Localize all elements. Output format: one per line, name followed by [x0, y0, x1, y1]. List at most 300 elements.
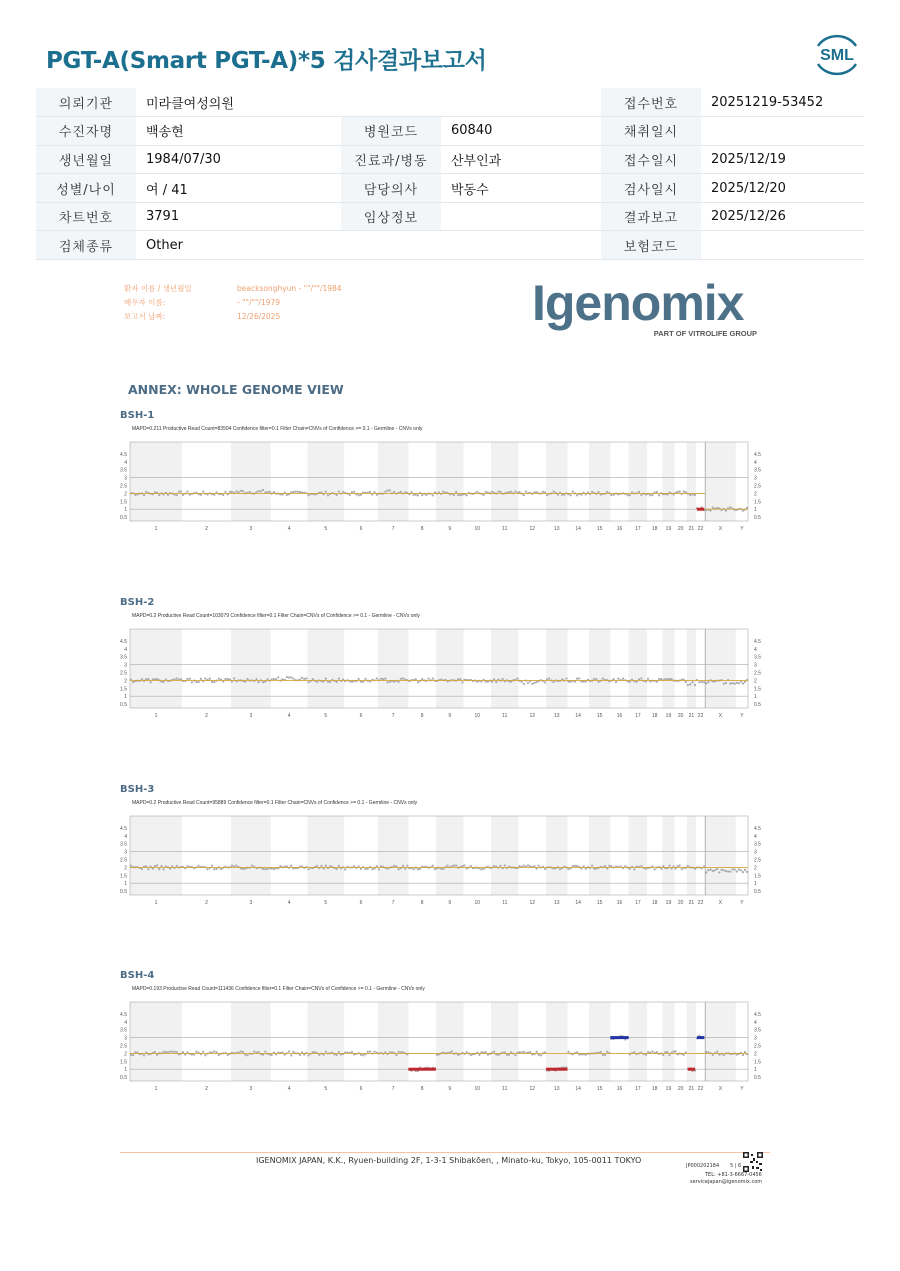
info-label: 담당의사	[341, 174, 441, 203]
data-point	[734, 683, 736, 685]
data-point	[736, 682, 738, 684]
data-point	[502, 678, 504, 680]
data-point	[173, 1051, 175, 1053]
data-point	[200, 494, 202, 496]
y-tick-label-right: 2	[754, 678, 757, 685]
data-point	[455, 864, 457, 866]
sample-label: BSH-4	[120, 970, 155, 981]
x-tick-label: 11	[502, 1086, 508, 1092]
x-tick-label: 15	[596, 1086, 603, 1092]
data-point	[705, 682, 707, 684]
y-tick-label-right: 1	[754, 507, 757, 514]
data-point	[602, 1054, 604, 1056]
data-point	[413, 868, 415, 870]
data-point	[645, 868, 647, 870]
data-point	[224, 491, 226, 493]
data-point	[432, 677, 434, 679]
data-point	[729, 506, 731, 508]
data-point	[606, 491, 608, 493]
x-tick-label: 22	[697, 1086, 704, 1092]
data-point	[290, 1054, 292, 1056]
y-tick-label: 0.5	[120, 889, 127, 896]
x-tick-label: 13	[554, 900, 560, 906]
data-point	[725, 510, 727, 512]
data-point	[373, 1051, 375, 1053]
data-point	[497, 1054, 499, 1056]
x-tick-label: 1	[154, 900, 158, 906]
y-tick-label: 3.5	[120, 841, 127, 848]
data-point	[362, 681, 364, 683]
data-point	[746, 871, 748, 873]
data-point	[518, 865, 520, 867]
y-tick-label: 1.5	[120, 686, 127, 693]
data-point	[514, 1054, 516, 1056]
data-point	[567, 681, 569, 683]
data-point	[149, 681, 151, 683]
data-point	[617, 678, 619, 680]
footer-divider	[120, 1152, 770, 1153]
data-point	[731, 682, 733, 684]
x-tick-label: 14	[575, 713, 581, 719]
data-point	[156, 1054, 158, 1056]
x-tick-label: 17	[635, 1086, 641, 1092]
data-point	[436, 1054, 438, 1056]
data-point	[701, 681, 703, 683]
x-tick-label: Y	[740, 1086, 744, 1092]
data-point	[705, 871, 707, 873]
info-value: Other	[136, 231, 341, 260]
data-point	[658, 678, 660, 680]
data-point	[244, 681, 246, 683]
y-tick-label: 4.5	[120, 825, 127, 832]
x-tick-label: 17	[635, 526, 641, 532]
data-point	[266, 491, 268, 493]
data-point	[640, 865, 642, 867]
y-tick-label-right: 4	[754, 646, 757, 653]
sml-logo	[810, 30, 864, 78]
cnv-call-loss	[408, 1068, 436, 1071]
data-point	[163, 1051, 165, 1053]
plot-subtitle: MAPD=0.2 Productive Read Count=95889 Confidence filter=0.1 Filter Chain=CNVs of Confidence >= 0.1 - Germline - CNVs only	[132, 800, 418, 806]
x-tick-label: 20	[677, 900, 684, 906]
data-point	[145, 491, 147, 493]
data-point	[266, 868, 268, 870]
y-tick-label: 1	[124, 694, 127, 701]
x-tick-label: 3	[249, 900, 253, 906]
data-point	[264, 1051, 266, 1053]
data-point	[299, 491, 301, 493]
data-point	[662, 865, 664, 867]
data-point	[251, 864, 253, 866]
data-point	[725, 682, 727, 684]
y-tick-label: 0.5	[120, 1075, 127, 1082]
data-point	[158, 494, 160, 496]
y-tick-label-right: 3	[754, 849, 757, 856]
cnv-call-gain	[697, 1036, 704, 1039]
info-row	[36, 88, 864, 117]
genome-plot	[118, 420, 768, 540]
data-point	[160, 865, 162, 867]
data-point	[167, 494, 169, 496]
data-point	[602, 678, 604, 680]
info-label: 생년월일	[36, 145, 136, 174]
footer-doc-code: JP000202184	[686, 1163, 720, 1169]
data-point	[627, 494, 629, 496]
x-tick-label: 8	[420, 1086, 424, 1092]
data-point	[222, 494, 224, 496]
data-point	[499, 491, 501, 493]
x-tick-label: 7	[391, 1086, 395, 1092]
y-tick-label: 1.5	[120, 1059, 127, 1066]
info-label: 채취일시	[601, 117, 701, 146]
data-point	[705, 1051, 707, 1053]
data-point	[402, 865, 404, 867]
data-point	[186, 491, 188, 493]
footer-address: IGENOMIX JAPAN, K.K., Ryuen-building 2F, 1-3-1 Shibakōen, , Minato-ku, Tokyo, 105-0011 TOKYO	[256, 1156, 642, 1165]
igenomix-logo-text: Igenomix	[532, 278, 744, 331]
data-point	[561, 494, 563, 496]
plot-subtitle: MAPD=0.2 Productive Read Count=103079 Confidence filter=0.1 Filter Chain=CNVs of Confidence >= 0.1 - Germline - CNVs only	[132, 613, 420, 619]
x-tick-label: 15	[596, 526, 603, 532]
data-point	[689, 683, 691, 685]
data-point	[233, 677, 235, 679]
data-point	[466, 494, 468, 496]
x-tick-label: 11	[502, 713, 508, 719]
info-value: 2025/12/20	[701, 174, 864, 203]
y-tick-label-right: 0.5	[754, 889, 761, 896]
data-point	[478, 1054, 480, 1056]
info-label: 결과보고	[601, 202, 701, 231]
data-point	[338, 678, 340, 680]
data-point	[325, 678, 327, 680]
data-point	[229, 491, 231, 493]
y-tick-label-right: 1	[754, 694, 757, 701]
data-point	[660, 868, 662, 870]
x-tick-label: 17	[635, 900, 641, 906]
data-point	[213, 868, 215, 870]
data-point	[508, 1054, 510, 1056]
data-point	[504, 864, 506, 866]
data-point	[163, 681, 165, 683]
x-tick-label: 1	[154, 526, 158, 532]
data-point	[218, 678, 220, 680]
data-point	[608, 865, 610, 867]
igenomix-tagline: PART OF VITROLIFE GROUP	[653, 329, 757, 338]
data-point	[672, 1050, 674, 1052]
data-point	[253, 1050, 255, 1052]
data-point	[242, 490, 244, 492]
y-tick-label-right: 3.5	[754, 467, 761, 474]
y-tick-label: 0.5	[120, 515, 127, 522]
data-point	[622, 678, 624, 680]
info-label: 병원코드	[341, 117, 441, 146]
data-point	[687, 684, 689, 686]
data-point	[198, 865, 200, 867]
data-point	[358, 678, 360, 680]
data-point	[173, 494, 175, 496]
x-tick-label: 6	[359, 526, 363, 532]
data-point	[656, 681, 658, 683]
data-point	[544, 681, 546, 683]
data-point	[742, 682, 744, 684]
data-point	[681, 868, 683, 870]
data-point	[384, 491, 386, 493]
report-date-value: 12/26/2025	[237, 312, 281, 321]
data-point	[246, 678, 248, 680]
data-point	[258, 490, 260, 492]
report-title: PGT-A(Smart PGT-A)*5 검사결과보고서	[46, 48, 487, 74]
patient-value: beacksonghyun - ""/""/1984	[237, 284, 342, 293]
data-point	[506, 1054, 508, 1056]
data-point	[316, 865, 318, 867]
data-point	[455, 491, 457, 493]
data-point	[227, 1054, 229, 1056]
data-point	[683, 1054, 685, 1056]
data-point	[459, 678, 461, 680]
data-point	[633, 868, 635, 870]
data-point	[360, 681, 362, 683]
data-point	[132, 1054, 134, 1056]
y-tick-label-right: 3	[754, 1035, 757, 1042]
data-point	[736, 870, 738, 872]
data-point	[158, 868, 160, 870]
data-point	[242, 1051, 244, 1053]
data-point	[591, 491, 593, 493]
data-point	[336, 681, 338, 683]
data-point	[709, 509, 711, 511]
data-point	[373, 491, 375, 493]
data-point	[629, 681, 631, 683]
sample-label: BSH-1	[120, 410, 155, 421]
data-point	[273, 491, 275, 493]
data-point	[689, 494, 691, 496]
data-point	[729, 871, 731, 873]
data-point	[600, 1051, 602, 1053]
y-tick-label-right: 2	[754, 1051, 757, 1058]
data-point	[742, 871, 744, 873]
data-point	[453, 494, 455, 496]
data-point	[156, 678, 158, 680]
info-value: 3791	[136, 202, 341, 231]
data-point	[523, 683, 525, 685]
x-tick-label: 12	[529, 526, 536, 532]
data-point	[610, 865, 612, 867]
data-point	[591, 864, 593, 866]
x-tick-label: 4	[287, 713, 291, 719]
x-tick-label: 3	[249, 526, 253, 532]
data-point	[729, 683, 731, 685]
data-point	[709, 869, 711, 871]
data-point	[542, 491, 544, 493]
data-point	[389, 489, 391, 491]
data-point	[485, 491, 487, 493]
info-value: 1984/07/30	[136, 145, 341, 174]
y-tick-label-right: 0.5	[754, 515, 761, 522]
sample-label: BSH-2	[120, 597, 155, 608]
data-point	[273, 868, 275, 870]
y-tick-label-right: 1	[754, 1067, 757, 1074]
data-point	[647, 678, 649, 680]
data-point	[523, 1051, 525, 1053]
y-tick-label-right: 4.5	[754, 825, 761, 832]
data-point	[685, 681, 687, 683]
data-point	[316, 681, 318, 683]
info-label	[341, 231, 441, 260]
data-point	[255, 678, 257, 680]
data-point	[714, 869, 716, 871]
data-point	[288, 1050, 290, 1052]
data-point	[227, 678, 229, 680]
patient-label: 환자 이름 / 생년월일	[124, 284, 192, 293]
partner-value: - ""/""/1979	[237, 298, 281, 307]
data-point	[264, 868, 266, 870]
y-tick-label-right: 4	[754, 833, 757, 840]
data-point	[483, 494, 485, 496]
info-label	[341, 88, 441, 117]
info-row	[36, 174, 864, 203]
data-point	[279, 865, 281, 867]
data-point	[338, 490, 340, 492]
y-tick-label-right: 1.5	[754, 1059, 761, 1066]
x-tick-label: 19	[665, 1086, 672, 1092]
data-point	[163, 868, 165, 870]
plot-subtitle: MAPD=0.193 Productive Read Count=111436 Confidence filter=0.1 Filter Chain=CNVs of Confidence >= 0.1 - Germline - CNVs only	[132, 986, 425, 992]
data-point	[461, 494, 463, 496]
y-tick-label: 4.5	[120, 1011, 127, 1018]
x-tick-label: 19	[665, 713, 672, 719]
x-tick-label: 8	[420, 526, 424, 532]
data-point	[487, 681, 489, 683]
data-point	[369, 1050, 371, 1052]
x-tick-label: 20	[677, 526, 684, 532]
data-point	[294, 490, 296, 492]
data-point	[189, 494, 191, 496]
data-point	[712, 1054, 714, 1056]
data-point	[529, 1051, 531, 1053]
data-point	[224, 678, 226, 680]
data-point	[597, 491, 599, 493]
x-tick-label: 17	[635, 713, 641, 719]
data-point	[476, 681, 478, 683]
data-point	[207, 868, 209, 870]
data-point	[552, 681, 554, 683]
data-point	[220, 868, 222, 870]
data-point	[393, 865, 395, 867]
x-tick-label: 20	[677, 1086, 684, 1092]
data-point	[636, 681, 638, 683]
data-point	[198, 681, 200, 683]
data-point	[215, 868, 217, 870]
data-point	[325, 1051, 327, 1053]
data-point	[202, 490, 204, 492]
data-point	[716, 868, 718, 870]
data-point	[640, 494, 642, 496]
data-point	[533, 682, 535, 684]
x-tick-label: X	[718, 900, 723, 906]
y-tick-label-right: 4	[754, 459, 757, 466]
y-tick-label-right: 1	[754, 881, 757, 888]
data-point	[557, 494, 559, 496]
data-point	[178, 491, 180, 493]
data-point	[402, 677, 404, 679]
x-tick-label: Y	[740, 900, 744, 906]
data-point	[470, 1054, 472, 1056]
x-tick-label: 18	[651, 713, 658, 719]
data-point	[262, 1054, 264, 1056]
data-point	[540, 1054, 542, 1056]
data-point	[491, 491, 493, 493]
data-point	[744, 869, 746, 871]
data-point	[461, 681, 463, 683]
y-tick-label: 4	[124, 833, 127, 840]
info-value: 미라클여성의원	[136, 88, 341, 117]
data-point	[538, 865, 540, 867]
y-tick-label: 4.5	[120, 638, 127, 645]
x-tick-label: 12	[529, 900, 536, 906]
data-point	[147, 678, 149, 680]
info-label: 성별/나이	[36, 174, 136, 203]
data-point	[191, 681, 193, 683]
data-point	[546, 494, 548, 496]
info-value: 박동수	[441, 174, 601, 203]
data-point	[325, 490, 327, 492]
data-point	[523, 494, 525, 496]
y-tick-label: 2.5	[120, 483, 127, 490]
data-point	[176, 494, 178, 496]
x-tick-label: 18	[651, 526, 658, 532]
data-point	[349, 494, 351, 496]
info-label: 의뢰기관	[36, 88, 136, 117]
data-point	[141, 868, 143, 870]
x-tick-label: X	[718, 526, 723, 532]
data-point	[742, 1054, 744, 1056]
footer-tel: TEL: +81-3-6667-0456	[705, 1172, 762, 1178]
x-tick-label: 2	[205, 713, 208, 719]
data-point	[336, 868, 338, 870]
data-point	[580, 494, 582, 496]
x-tick-label: 15	[596, 713, 603, 719]
data-point	[727, 870, 729, 872]
y-tick-label: 1.5	[120, 873, 127, 880]
data-point	[200, 678, 202, 680]
data-point	[421, 678, 423, 680]
y-tick-label-right: 2.5	[754, 1043, 761, 1050]
genome-plot	[118, 794, 768, 914]
data-point	[694, 868, 696, 870]
data-point	[640, 677, 642, 679]
data-point	[499, 865, 501, 867]
x-tick-label: 14	[575, 1086, 581, 1092]
data-point	[258, 681, 260, 683]
data-point	[548, 677, 550, 679]
data-point	[182, 494, 184, 496]
data-point	[716, 1051, 718, 1053]
y-tick-label: 3	[124, 1035, 127, 1042]
data-point	[421, 494, 423, 496]
y-tick-label-right: 0.5	[754, 702, 761, 709]
data-point	[694, 494, 696, 496]
data-point	[495, 681, 497, 683]
data-point	[336, 1054, 338, 1056]
data-point	[143, 1054, 145, 1056]
data-point	[570, 494, 572, 496]
x-tick-label: 5	[324, 1086, 328, 1092]
data-point	[213, 494, 215, 496]
genome-plot	[118, 607, 768, 727]
data-point	[358, 494, 360, 496]
data-point	[400, 678, 402, 680]
data-point	[613, 494, 615, 496]
